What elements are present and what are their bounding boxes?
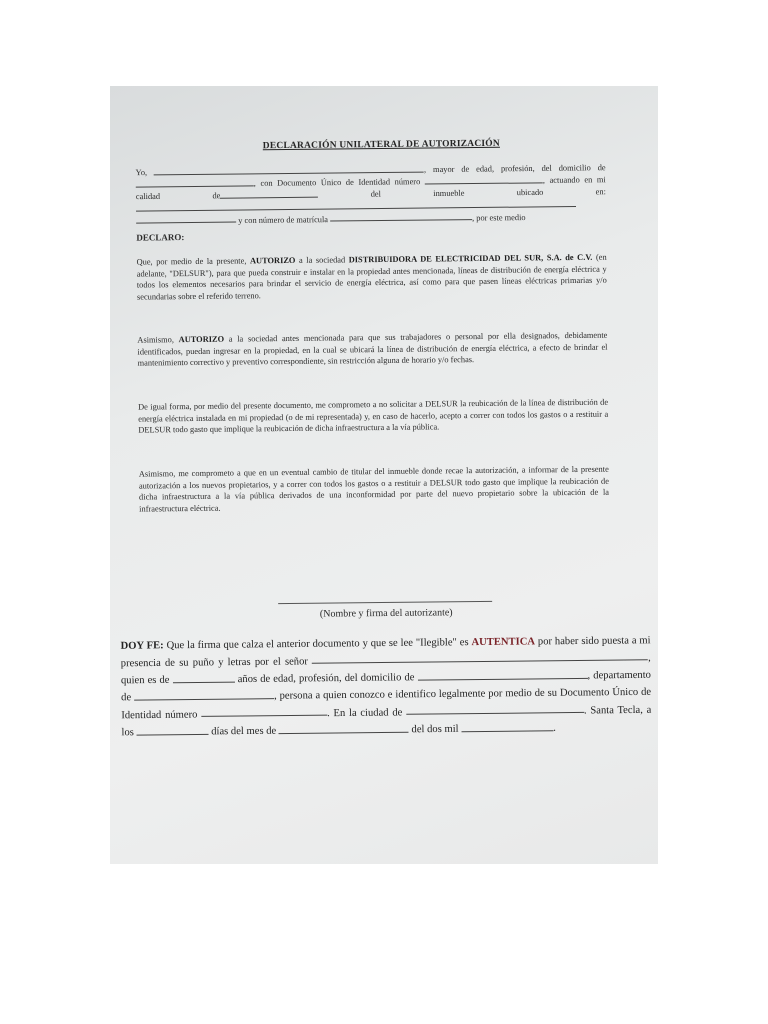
signature-label: (Nombre y firma del autorizante) [319,607,453,620]
autentica-word: AUTENTICA [471,636,536,649]
city-blank [406,703,584,715]
name-blank [154,164,424,175]
property-location-blank-2 [136,214,236,224]
dui-blank [425,174,543,184]
document-photo [110,86,658,864]
signature-line [278,601,492,604]
declarant-info-paragraph: Yo, , mayor de edad, profesión, del domicilio de , con Documento Único de Identidad número , actuando en mi calidad de del inmueble ubicado en: y con número de matrícula , por este medio [135,163,606,225]
registration-number-blank [330,212,472,222]
notary-certification-paragraph: DOY FE: Que la firma que calza el anterior documento y que se lee "Ilegible" es AUTENTICA por haber sido puesta a mi presencia de su puño y letras por el señor , quien es de años de edad, profesión, del domicilio de , departamento de , persona a quien conozco e identifico legalmente por medio de su Documento Único de Identidad número . En la ciudad de . Santa Tecla, a los días del mes de del dos mil . [120,635,652,739]
signer-name-blank [312,650,648,664]
declaro-heading: DECLARO: [136,232,185,243]
commitment-paragraph-2: Asimismo, me comprometo a que en un eventual cambio de titular del inmueble donde recae la autorización, a informar de la presente autorización a los nuevos propietarios, y a correr con todos los gastos o a restituir a DELSUR todo gasto que implique la reubicación de dicha infraestructura a la vía pública derivados de una inconformidad por parte del nuevo propietario sobre la ubicación de la infraestructura eléctrica. [138,464,610,514]
domicile-blank [136,177,254,187]
document-sheet [110,86,658,864]
year-blank [461,720,553,731]
capacity-blank [220,189,318,199]
department-blank [134,689,274,701]
day-blank [136,724,208,735]
month-blank [279,722,409,734]
domicile-blank-2 [417,668,587,680]
authorization-paragraph-2: Asimismo, AUTORIZO a la sociedad antes mencionada para que sus trabajadores o personal por ella designados, debidamente identificados, puedan ingresar en la propiedad, en la cual se ubicará la línea de distribución de energía eléctrica, a efecto de brindar el mantenimiento correctivo y preventivo correspondiente, sin restricción alguna de horario y/o fechas. [137,330,608,368]
commitment-paragraph-1: De igual forma, por medio del presente documento, me comprometo a no solicitar a DELSUR la reubicación de la línea de distribución de energía eléctrica instalada en mi propiedad (o de mi representada) y, en caso de hacerlo, acepto a correr con todos los gastos o a restituir a DELSUR todo gasto que implique la reubicación de dicha infraestructura a la vía pública. [138,397,609,435]
age-blank [172,672,234,683]
document-title: DECLARACIÓN UNILATERAL DE AUTORIZACIÓN [262,138,500,152]
authorization-paragraph-1: Que, por medio de la presente, AUTORIZO a la sociedad DISTRIBUIDORA DE ELECTRICIDAD DEL SUR, S.A. de C.V. (en adelante, "DELSUR"), para que pueda construir e instalar en la propiedad antes mencionada, líneas de distribución de energía eléctrica y todos los elementos necesarios para brindar el servicio de energía eléctrica, así como para que pasen líneas eléctricas primarias y/o secundarias sobre el referido terreno. [136,252,607,302]
dui-number-blank [201,705,327,717]
